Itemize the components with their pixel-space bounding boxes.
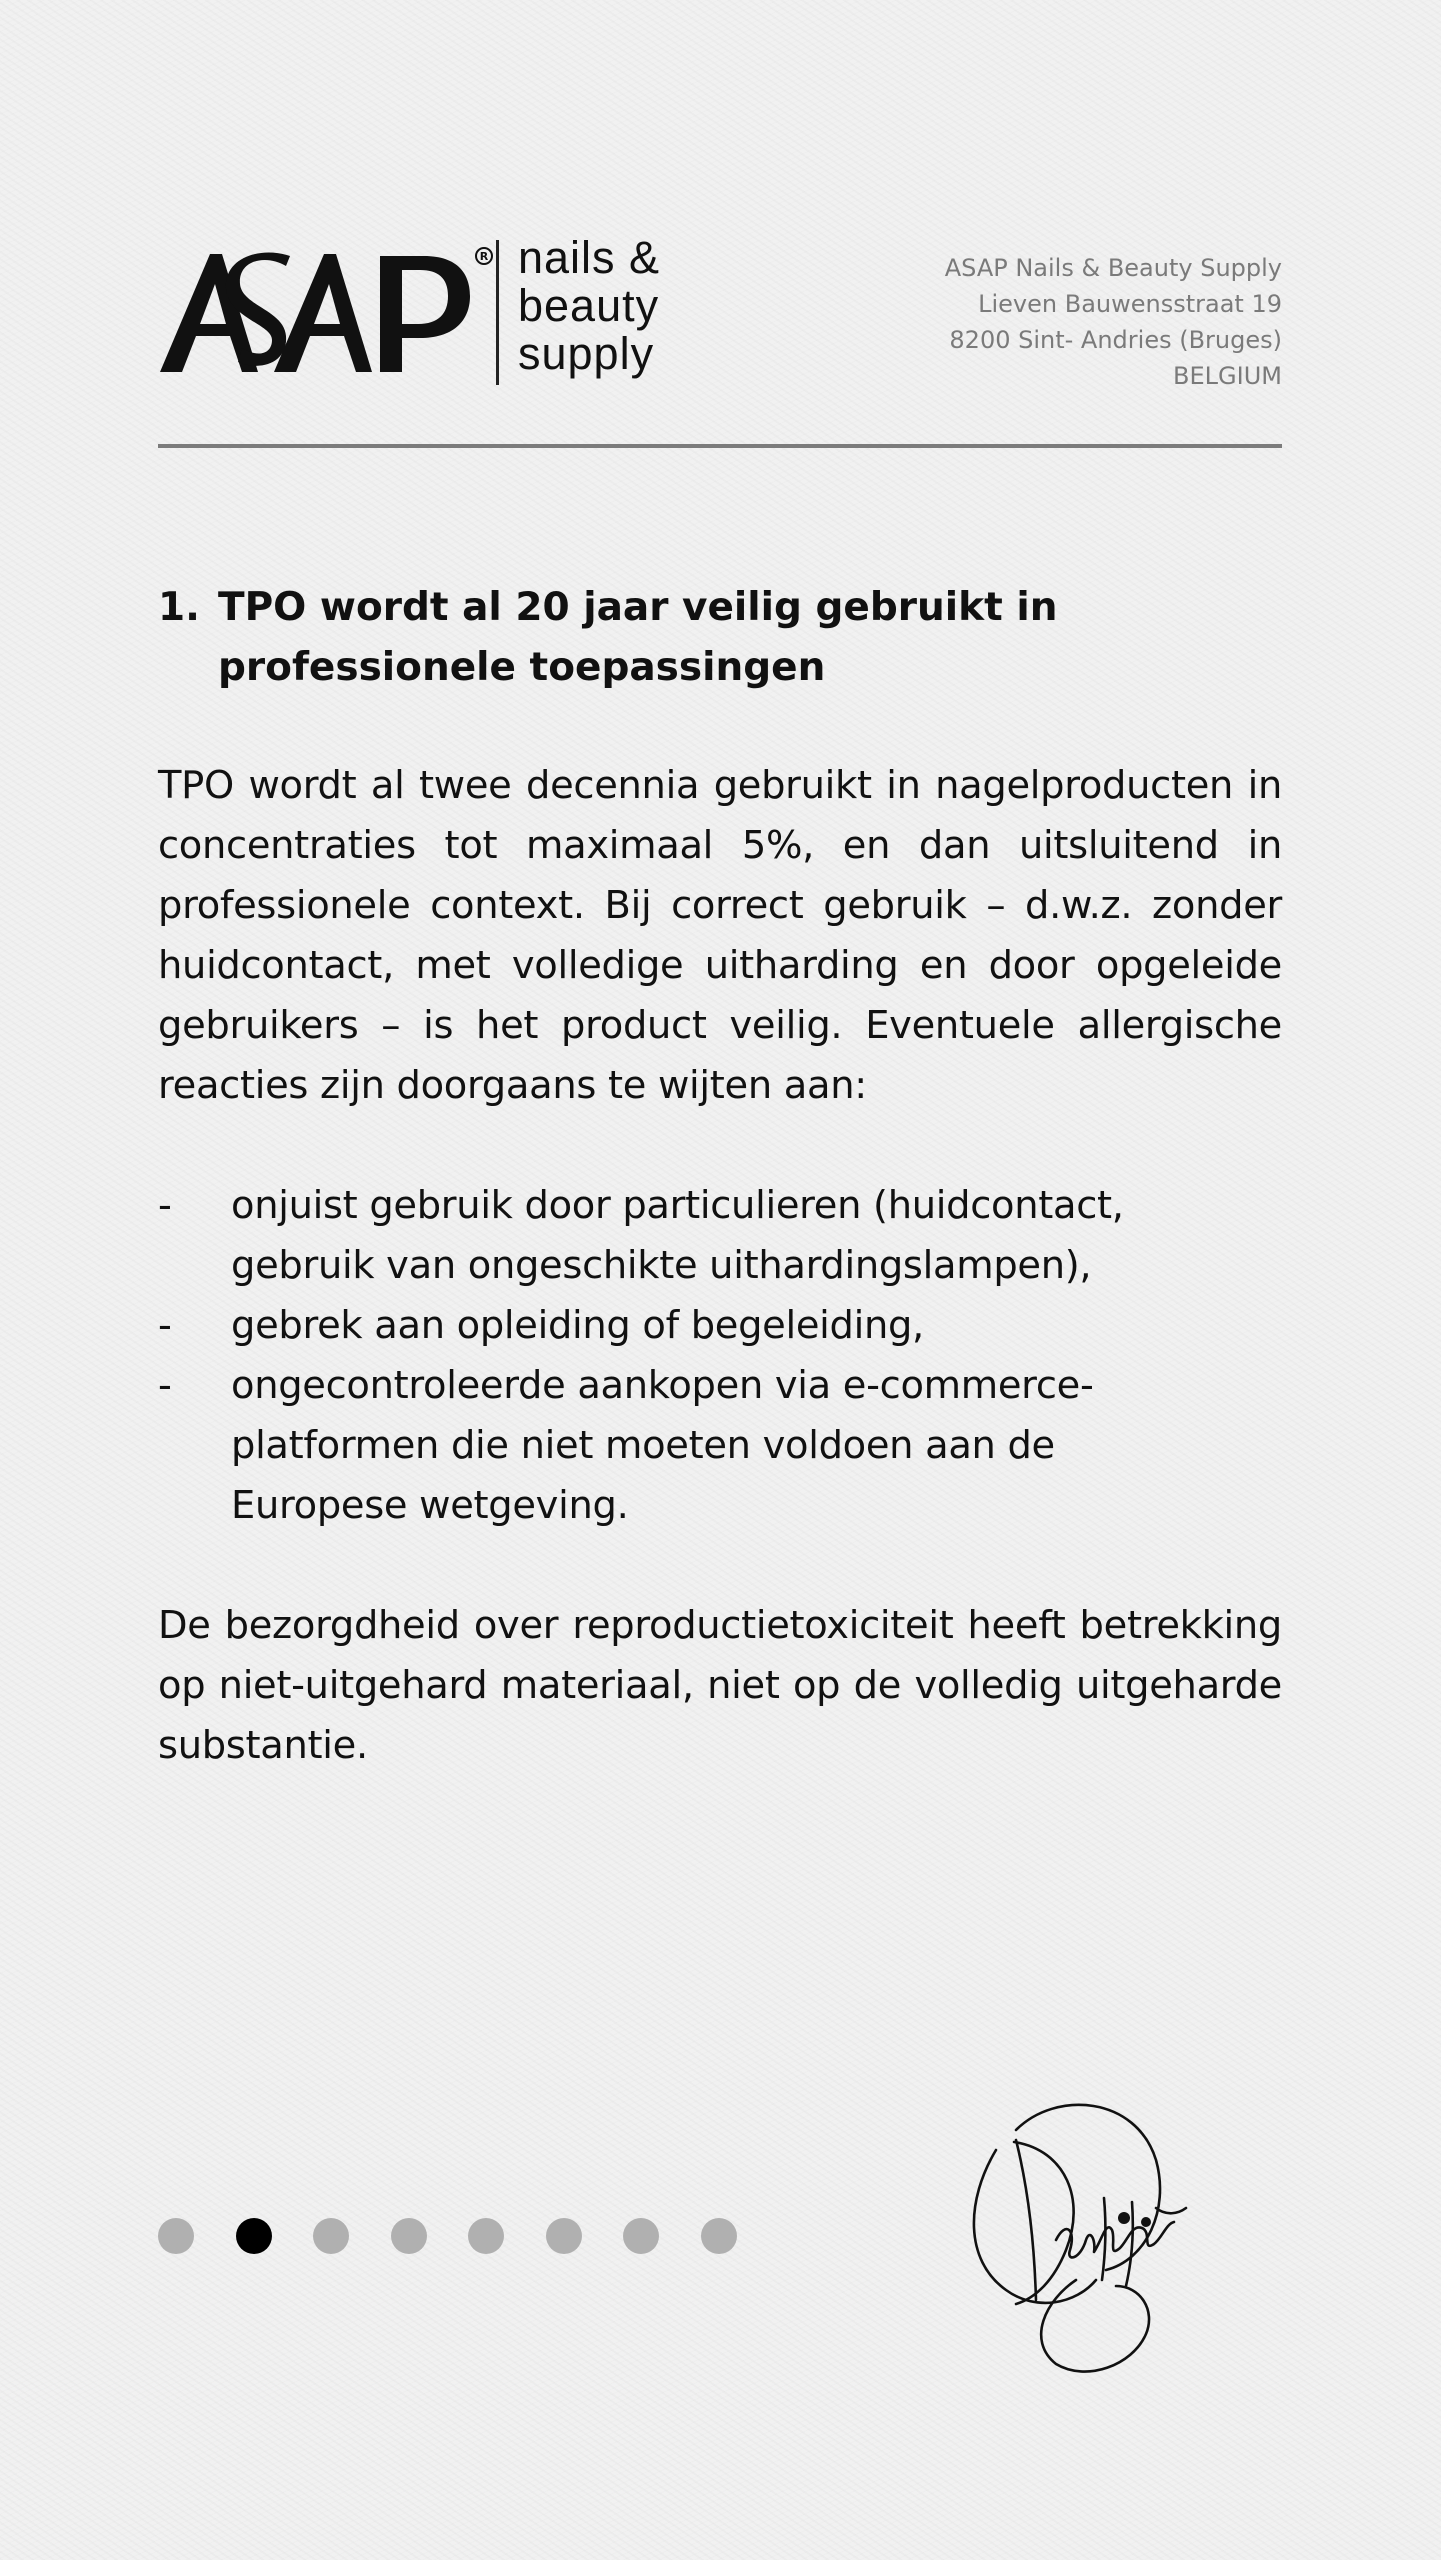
logo-word: nails & bbox=[518, 232, 661, 283]
address-line-country: BELGIUM bbox=[1173, 362, 1282, 390]
list-item-text: gebrek aan opleiding of begeleiding, bbox=[231, 1303, 924, 1348]
address-line-company: ASAP Nails & Beauty Supply bbox=[944, 254, 1282, 282]
bullet-marker: - bbox=[158, 1183, 172, 1228]
address-line-city: 8200 Sint- Andries (Bruges) bbox=[949, 326, 1282, 354]
heading-number: 1. bbox=[158, 585, 200, 630]
list-item bbox=[158, 1356, 1231, 1536]
list-item-text: onjuist gebruik door particulieren (huidcontact, gebruik van ongeschikte uithardingslampen), bbox=[231, 1183, 1124, 1288]
heading-text: TPO wordt al 20 jaar veilig gebruikt in professionele toepassingen bbox=[218, 585, 1058, 690]
intro-paragraph: TPO wordt al twee decennia gebruikt in nagelproducten in concentraties tot maximaal 5%, en dan uitsluitend in professionele context. Bij correct gebruik – d.w.z. zonder huidcontact, met volledige uitharding en door opgeleide gebruikers – is het product veilig. Eventuele allergische reacties zijn doorgaans te wijten aan: bbox=[158, 763, 1282, 1108]
company-address bbox=[945, 250, 1282, 394]
asap-logo-mark bbox=[158, 244, 498, 374]
logo-wordmark bbox=[518, 234, 660, 378]
page-dot-2-active[interactable] bbox=[236, 2218, 272, 2254]
page-dot-1[interactable] bbox=[158, 2218, 194, 2254]
page-indicator bbox=[158, 2218, 737, 2254]
handwritten-signature bbox=[956, 2090, 1196, 2380]
bullet-marker: - bbox=[158, 1363, 172, 1408]
page-dot-8[interactable] bbox=[701, 2218, 737, 2254]
logo-word: beauty bbox=[518, 280, 660, 331]
page-dot-4[interactable] bbox=[391, 2218, 427, 2254]
cause-list bbox=[158, 1176, 1282, 1536]
page-dot-7[interactable] bbox=[623, 2218, 659, 2254]
list-item bbox=[158, 1176, 1231, 1296]
document-page bbox=[158, 0, 1282, 2560]
logo-word: supply bbox=[518, 328, 655, 379]
page-dot-6[interactable] bbox=[546, 2218, 582, 2254]
header-divider bbox=[158, 444, 1282, 448]
logo-divider bbox=[496, 240, 499, 385]
brand-logo bbox=[158, 230, 718, 400]
address-line-street: Lieven Bauwensstraat 19 bbox=[978, 290, 1282, 318]
letterhead bbox=[158, 230, 1282, 400]
section-heading bbox=[158, 578, 1282, 698]
list-item-text: ongecontroleerde aankopen via e-commerce-platformen die niet moeten voldoen aan de Europese wetgeving. bbox=[231, 1363, 1094, 1528]
bullet-marker: - bbox=[158, 1303, 172, 1348]
page-dot-5[interactable] bbox=[468, 2218, 504, 2254]
page-dot-3[interactable] bbox=[313, 2218, 349, 2254]
closing-paragraph: De bezorgdheid over reproductietoxiciteit heeft betrekking op niet-uitgehard materiaal, niet op de volledig uitgeharde substantie. bbox=[158, 1603, 1282, 1768]
svg-text:R: R bbox=[479, 250, 489, 263]
list-item bbox=[158, 1296, 1231, 1356]
